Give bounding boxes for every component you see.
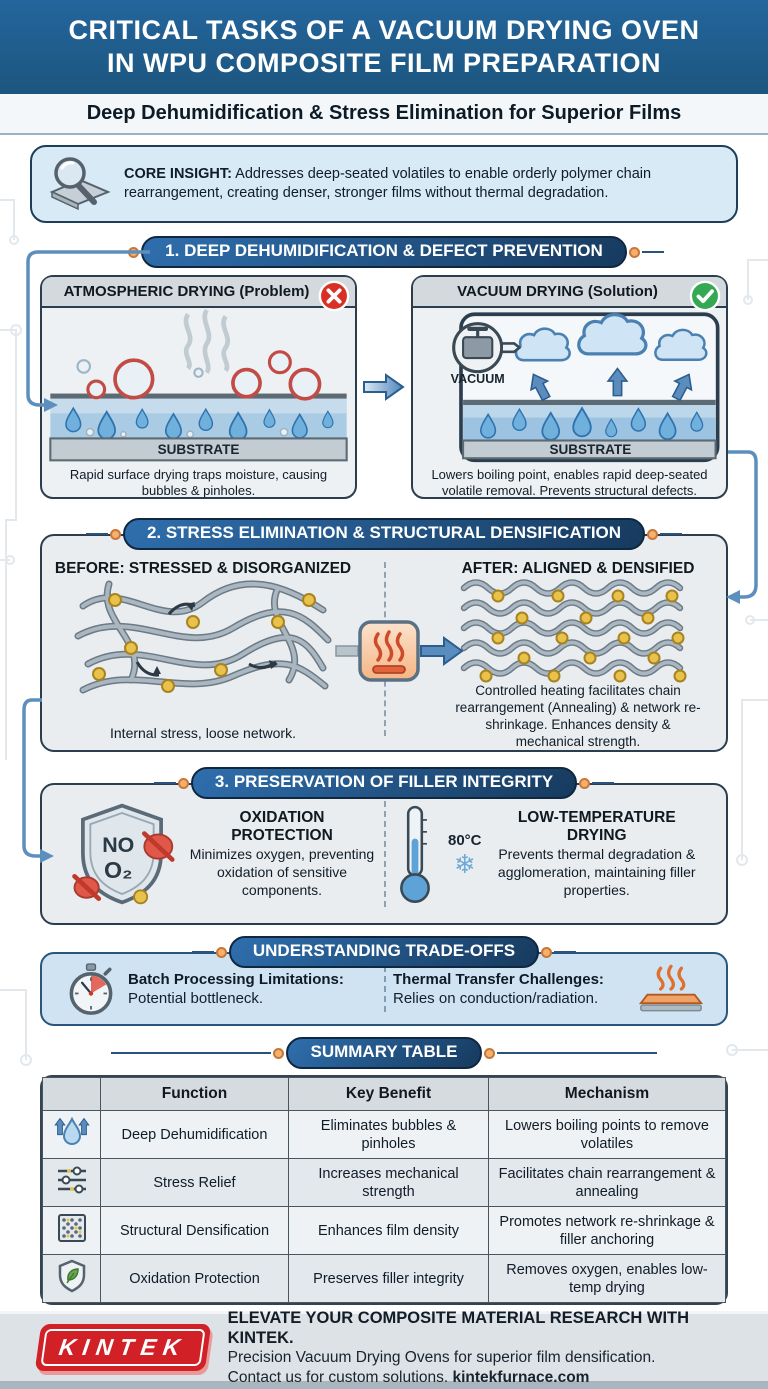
core-insight-text [124,165,722,203]
tradeoffs-header [0,937,768,967]
function-cell: Stress Relief [101,1159,289,1207]
substrate-label: SUBSTRATE [157,442,240,458]
connector-dot [178,778,189,789]
footer-headline: ELEVATE YOUR COMPOSITE MATERIAL RESEARCH WITH KINTEK. [227,1308,690,1347]
connector-line [86,533,108,536]
magnifier-film-icon [46,154,112,214]
sliders-icon [55,1163,89,1197]
kintek-logo [35,1324,211,1371]
mechanism-cell: Facilitates chain rearrangement & annealing [489,1159,726,1207]
footer [0,1308,768,1386]
connector-dot [629,247,640,258]
page-title-line2: IN WPU COMPOSITE FILM PREPARATION [107,48,661,78]
filler-integrity-box [40,783,728,925]
section1-title: 1. DEEP DEHUMIDIFICATION & DEFECT PREVENTION [141,236,627,268]
benefit-cell: Preserves filler integrity [289,1255,489,1303]
after-title: AFTER: ALIGNED & DENSIFIED [461,560,695,577]
footer-line3 [228,1368,754,1388]
connector-dot [128,247,139,258]
connector-line [660,533,682,536]
problem-caption: Rapid surface drying traps moisture, causing bubbles & pinholes. [69,466,328,498]
table-row [43,1111,726,1159]
section1-panels [40,275,728,499]
stress-elimination-box [40,534,728,752]
connector-line [104,251,126,254]
benefit-cell: Enhances film density [289,1207,489,1255]
benefit-cell: Eliminates bubbles & pinholes [289,1111,489,1159]
header-banner [0,0,768,94]
error-icon [318,280,350,312]
dashed-divider [384,966,386,1012]
dashed-divider [384,801,386,907]
summary-title: SUMMARY TABLE [286,1037,481,1069]
before-caption: Internal stress, loose network. [110,725,296,741]
arrow-right-icon [363,372,405,402]
connector-dot [579,778,590,789]
summary-table [40,1075,728,1305]
table-header-row [43,1078,726,1111]
footer-website: kintekfurnace.com [452,1368,590,1386]
mechanism-cell: Promotes network re-shrinkage & filler anchoring [489,1207,726,1255]
connector-bar [336,645,358,657]
atmospheric-drying-panel [40,275,357,499]
benefit-cell: Increases mechanical strength [289,1159,489,1207]
table-row [43,1207,726,1255]
function-cell: Oxidation Protection [101,1255,289,1303]
mechanism-cell: Removes oxygen, enables low-temp drying [489,1255,726,1303]
before-title: BEFORE: STRESSED & DISORGANIZED [54,560,352,577]
connector-dot [541,947,552,958]
footer-line2: Precision Vacuum Drying Ovens for superior film densification. [227,1348,656,1366]
icon-column-header [43,1078,101,1111]
benefit-column-header: Key Benefit [289,1078,489,1111]
footer-contact-text: Contact us for custom solutions. [227,1368,453,1386]
low-temp-title: LOW-TEMPERATURE DRYING [517,809,676,844]
kintek-logo-text: KINTEK [40,1329,205,1366]
shield-text-o2: O₂ [104,857,133,884]
connector-dot [273,1048,284,1059]
batch-title: Batch Processing Limitations: [128,971,344,988]
connector-line [111,1052,271,1055]
function-column-header: Function [101,1078,289,1111]
connector-dot [216,947,227,958]
section3-header [0,768,768,798]
core-insight-body: Addresses deep-seated volatiles to enable orderly polymer chain rearrangement, creating denser, stronger films without thermal degradation. [124,166,652,201]
connector-dot [110,529,121,540]
dense-grid-icon [55,1211,89,1245]
oxidation-title: OXIDATION PROTECTION [231,809,333,844]
core-insight-label: CORE INSIGHT: [124,166,232,182]
section3-title: 3. PRESERVATION OF FILLER INTEGRITY [191,767,577,799]
function-cell: Deep Dehumidification [101,1111,289,1159]
shield-text-no: NO [102,833,135,858]
hotplate-icon [638,964,704,1014]
substrate-label: SUBSTRATE [549,442,632,458]
low-temp-text: Prevents thermal degradation & agglomeration, maintaining filler properties. [497,846,696,898]
section1-header [0,237,768,267]
mechanism-column-header: Mechanism [489,1078,726,1111]
section2-title: 2. STRESS ELIMINATION & STRUCTURAL DENSIFICATION [123,518,645,550]
table-row [43,1255,726,1303]
thermal-text: Relies on conduction/radiation. [393,990,599,1007]
vacuum-drying-panel [411,275,728,499]
tradeoffs-title: UNDERSTANDING TRADE-OFFS [229,936,539,968]
tangled-network-figure [67,578,339,698]
solution-caption: Lowers boiling point, enables rapid deep-seated volatile removal. Prevents structural defects. [431,466,708,498]
oxidation-text: Minimizes oxygen, preventing oxidation of sensitive components. [189,846,375,898]
connector-line [592,782,614,785]
stopwatch-icon [66,962,116,1016]
connector-line [642,251,664,254]
atmospheric-drying-figure [42,308,355,465]
droplet-up-icon [55,1115,89,1149]
connector-line [497,1052,657,1055]
subtitle-bar [0,94,768,135]
table-row [43,1159,726,1207]
solution-panel-title: VACUUM DRYING (Solution) [413,277,726,308]
connector-dot [647,529,658,540]
connector-line [554,951,576,954]
after-caption: Controlled heating facilitates chain rearrangement (Annealing) & network re-shrinkage. Enhances density & mechanical strength. [455,683,701,749]
no-oxygen-shield-icon [66,800,178,908]
heater-icon [358,620,420,682]
check-icon [689,280,721,312]
summary-header [0,1038,768,1068]
shield-leaf-icon [55,1259,89,1293]
connector-line [192,951,214,954]
batch-text: Potential bottleneck. [128,990,264,1007]
connector-line [154,782,176,785]
problem-panel-title: ATMOSPHERIC DRYING (Problem) [42,277,355,308]
temperature-label: 80°C [448,831,482,849]
thermometer-icon [392,800,438,908]
arrow-right-icon [420,635,464,667]
aligned-network-figure [458,578,698,682]
core-insight-card [30,145,738,223]
connector-dot [484,1048,495,1059]
function-cell: Structural Densification [101,1207,289,1255]
section2-header [0,519,768,549]
thermal-title: Thermal Transfer Challenges: [393,971,604,988]
snowflake-icon: ❄ [453,848,476,879]
mechanism-cell: Lowers boiling points to remove volatiles [489,1111,726,1159]
page-subtitle: Deep Dehumidification & Stress Elimination for Superior Films [86,102,682,124]
vacuum-drying-figure [413,308,726,465]
vacuum-label: VACUUM [450,372,505,387]
page-title-line1: CRITICAL TASKS OF A VACUUM DRYING OVEN [68,15,700,45]
